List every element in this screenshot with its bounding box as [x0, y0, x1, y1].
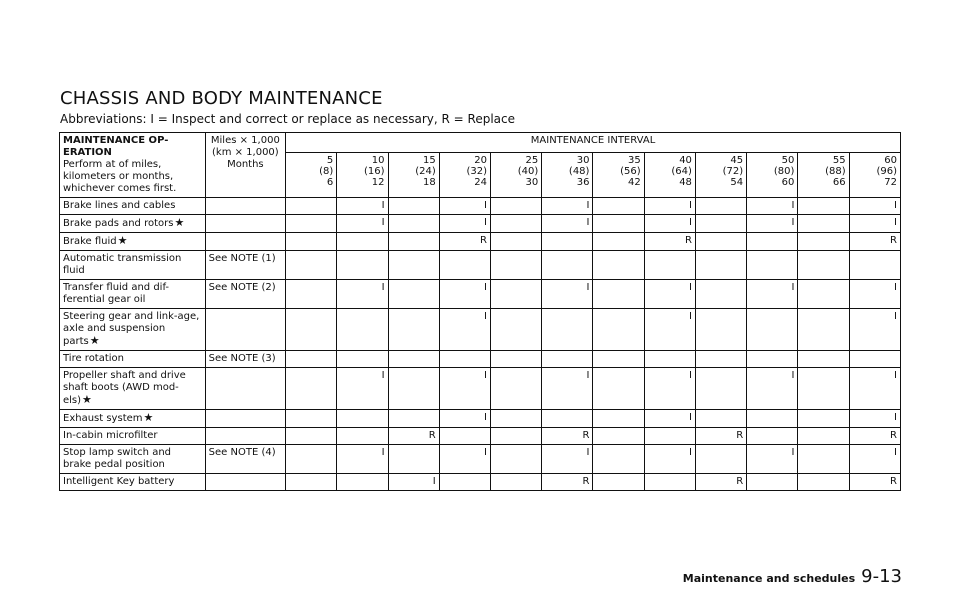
interval-value-cell: [490, 428, 541, 445]
interval-value-cell: [644, 351, 695, 368]
interval-value-cell: I: [644, 445, 695, 474]
interval-value-cell: [388, 215, 439, 233]
interval-value-cell: I: [439, 215, 490, 233]
interval-value-cell: [747, 474, 798, 491]
interval-value-cell: [286, 428, 337, 445]
star-icon: ★: [89, 334, 100, 347]
interval-value-cell: [593, 428, 644, 445]
interval-value-cell: [388, 280, 439, 309]
interval-value-cell: [286, 251, 337, 280]
interval-value-cell: [542, 309, 593, 351]
miles-header-line: Months: [227, 159, 264, 170]
operation-name: Automatic transmission fluid: [63, 253, 182, 276]
interval-value-cell: I: [849, 198, 900, 215]
note-cell: [205, 233, 285, 251]
note-cell: [205, 428, 285, 445]
interval-value-cell: [849, 251, 900, 280]
note-cell: [205, 474, 285, 491]
interval-miles: 30: [576, 155, 590, 167]
note-cell: See NOTE (4): [205, 445, 285, 474]
interval-value-cell: I: [644, 368, 695, 410]
operation-cell: [60, 410, 206, 428]
interval-value-cell: [798, 368, 849, 410]
note-cell: See NOTE (1): [205, 251, 285, 280]
interval-value-cell: I: [439, 309, 490, 351]
interval-value-cell: R: [644, 233, 695, 251]
interval-cell: [439, 153, 490, 198]
interval-miles: 5: [326, 155, 334, 167]
interval-value-cell: [542, 351, 593, 368]
interval-value-cell: [542, 251, 593, 280]
interval-miles: 45: [730, 155, 744, 167]
interval-value-cell: [388, 445, 439, 474]
interval-miles: 25: [525, 155, 539, 167]
interval-value-cell: [337, 233, 388, 251]
operation-cell: [60, 215, 206, 233]
interval-cell: [747, 153, 798, 198]
interval-value-cell: I: [849, 410, 900, 428]
interval-value-cell: I: [747, 198, 798, 215]
interval-value-cell: [388, 410, 439, 428]
interval-miles: 10: [371, 155, 385, 167]
interval-value-cell: [695, 280, 746, 309]
interval-value-cell: [286, 233, 337, 251]
interval-value-cell: I: [337, 198, 388, 215]
interval-km: (40): [517, 166, 539, 178]
interval-value-cell: [490, 474, 541, 491]
interval-cell: [798, 153, 849, 198]
operation-cell: [60, 233, 206, 251]
interval-value-cell: [439, 251, 490, 280]
operation-name: Brake pads and rotors: [63, 218, 174, 229]
interval-value-cell: I: [849, 309, 900, 351]
operation-header-title: MAINTENANCE OP-ERATION: [63, 135, 169, 158]
interval-value-cell: [593, 251, 644, 280]
interval-value-cell: I: [644, 280, 695, 309]
interval-km: (96): [876, 166, 897, 178]
interval-months: 36: [576, 177, 590, 189]
interval-value-cell: [388, 251, 439, 280]
interval-value-cell: [286, 474, 337, 491]
interval-value-cell: [747, 251, 798, 280]
interval-months: 48: [679, 177, 692, 189]
interval-value-cell: R: [849, 474, 900, 491]
table-row: [60, 198, 901, 215]
operation-cell: [60, 309, 206, 351]
interval-value-cell: [388, 233, 439, 251]
table-row: [60, 445, 901, 474]
interval-value-cell: I: [644, 198, 695, 215]
interval-cell: [849, 153, 900, 198]
interval-cell: [490, 153, 541, 198]
interval-km: (88): [825, 166, 846, 178]
table-row: [60, 474, 901, 491]
operation-name: Propeller shaft and drive shaft boots (AWD mod-els): [63, 370, 186, 406]
interval-value-cell: [747, 309, 798, 351]
interval-value-cell: I: [849, 368, 900, 410]
interval-value-cell: [695, 368, 746, 410]
interval-value-cell: [490, 251, 541, 280]
interval-months: 18: [423, 177, 436, 189]
interval-km: (56): [620, 166, 641, 178]
interval-km: (72): [722, 166, 744, 178]
interval-value-cell: [747, 428, 798, 445]
table-row: [60, 309, 901, 351]
page-title: CHASSIS AND BODY MAINTENANCE: [60, 88, 383, 109]
interval-value-cell: [644, 474, 695, 491]
interval-value-cell: [337, 410, 388, 428]
interval-value-cell: R: [695, 474, 746, 491]
interval-value-cell: [798, 445, 849, 474]
operation-name: In-cabin microfilter: [63, 430, 158, 441]
note-cell: [205, 309, 285, 351]
operation-name: Steering gear and link-age, axle and suspension parts: [63, 311, 200, 347]
operation-cell: [60, 251, 206, 280]
interval-km: (80): [773, 166, 795, 178]
interval-value-cell: [337, 309, 388, 351]
interval-miles: 15: [423, 155, 436, 167]
interval-value-cell: I: [747, 368, 798, 410]
interval-value-cell: [490, 215, 541, 233]
interval-cell: [695, 153, 746, 198]
interval-value-cell: [286, 309, 337, 351]
interval-value-cell: [695, 233, 746, 251]
interval-value-cell: [798, 474, 849, 491]
interval-miles: 40: [679, 155, 692, 167]
interval-value-cell: I: [337, 445, 388, 474]
interval-value-cell: [798, 251, 849, 280]
interval-value-cell: [337, 474, 388, 491]
interval-value-cell: I: [337, 368, 388, 410]
interval-months: 12: [371, 177, 385, 189]
interval-miles: 55: [832, 155, 846, 167]
operation-name: Exhaust system: [63, 413, 143, 424]
abbreviations-line: Abbreviations: I = Inspect and correct or replace as necessary, R = Replace: [60, 112, 515, 126]
interval-value-cell: [337, 251, 388, 280]
interval-value-cell: R: [542, 474, 593, 491]
interval-value-cell: [695, 309, 746, 351]
interval-value-cell: [593, 198, 644, 215]
star-icon: ★: [174, 216, 185, 229]
footer-section-name: Maintenance and schedules: [682, 572, 856, 585]
interval-value-cell: [490, 280, 541, 309]
interval-value-cell: I: [747, 280, 798, 309]
interval-value-cell: [286, 410, 337, 428]
interval-value-cell: [388, 309, 439, 351]
interval-km: (64): [671, 166, 692, 178]
interval-value-cell: I: [439, 280, 490, 309]
interval-value-cell: [798, 351, 849, 368]
interval-value-cell: [644, 251, 695, 280]
interval-value-cell: [798, 309, 849, 351]
interval-months: 42: [627, 177, 641, 189]
table-row: [60, 251, 901, 280]
interval-value-cell: [490, 233, 541, 251]
interval-value-cell: [798, 280, 849, 309]
interval-value-cell: [490, 368, 541, 410]
interval-months: 60: [781, 177, 795, 189]
interval-km: (24): [415, 166, 436, 178]
operation-cell: [60, 368, 206, 410]
interval-value-cell: R: [388, 428, 439, 445]
interval-value-cell: I: [542, 215, 593, 233]
operation-cell: [60, 198, 206, 215]
note-cell: [205, 410, 285, 428]
operation-cell: [60, 428, 206, 445]
interval-value-cell: I: [337, 215, 388, 233]
table-row: [60, 428, 901, 445]
note-cell: See NOTE (2): [205, 280, 285, 309]
interval-cell: [593, 153, 644, 198]
maintenance-operation-header: [60, 133, 206, 198]
operation-name: Stop lamp switch and brake pedal position: [63, 447, 172, 470]
interval-value-cell: I: [747, 215, 798, 233]
interval-value-cell: [593, 368, 644, 410]
interval-value-cell: [286, 368, 337, 410]
interval-value-cell: [286, 215, 337, 233]
interval-value-cell: I: [439, 445, 490, 474]
interval-value-cell: [695, 215, 746, 233]
table-row: [60, 280, 901, 309]
interval-km: (8): [319, 166, 334, 178]
interval-value-cell: [490, 309, 541, 351]
interval-km: (32): [466, 166, 487, 178]
interval-value-cell: I: [542, 445, 593, 474]
star-icon: ★: [117, 234, 128, 247]
interval-value-cell: [798, 198, 849, 215]
interval-value-cell: I: [439, 368, 490, 410]
interval-cell: [644, 153, 695, 198]
header-row: [60, 133, 901, 153]
interval-value-cell: R: [849, 233, 900, 251]
interval-value-cell: [388, 351, 439, 368]
interval-cell: [337, 153, 388, 198]
interval-value-cell: I: [747, 445, 798, 474]
interval-value-cell: R: [849, 428, 900, 445]
interval-value-cell: [593, 351, 644, 368]
interval-value-cell: [286, 198, 337, 215]
table-row: [60, 368, 901, 410]
interval-miles: 35: [627, 155, 641, 167]
interval-value-cell: [490, 445, 541, 474]
interval-value-cell: [337, 428, 388, 445]
interval-value-cell: [593, 474, 644, 491]
maintenance-interval-header: MAINTENANCE INTERVAL: [286, 133, 901, 153]
interval-value-cell: [388, 198, 439, 215]
interval-value-cell: [490, 198, 541, 215]
interval-value-cell: [849, 351, 900, 368]
interval-miles: 50: [781, 155, 795, 167]
operation-cell: [60, 474, 206, 491]
interval-value-cell: R: [439, 233, 490, 251]
interval-value-cell: I: [542, 368, 593, 410]
interval-value-cell: I: [644, 215, 695, 233]
miles-km-months-header: [205, 133, 285, 198]
interval-value-cell: [286, 280, 337, 309]
star-icon: ★: [82, 393, 92, 406]
interval-value-cell: [286, 351, 337, 368]
interval-value-cell: [439, 474, 490, 491]
interval-value-cell: [695, 410, 746, 428]
note-cell: [205, 368, 285, 410]
interval-value-cell: [644, 428, 695, 445]
interval-value-cell: [695, 251, 746, 280]
note-cell: See NOTE (3): [205, 351, 285, 368]
operation-cell: [60, 351, 206, 368]
interval-value-cell: [388, 368, 439, 410]
interval-value-cell: [490, 351, 541, 368]
operation-name: Brake lines and cables: [63, 200, 176, 211]
table-row: [60, 215, 901, 233]
operation-name: Transfer fluid and dif-ferential gear oil: [63, 282, 170, 305]
interval-value-cell: I: [644, 309, 695, 351]
interval-km: (16): [363, 166, 385, 178]
interval-value-cell: [747, 351, 798, 368]
interval-value-cell: [593, 309, 644, 351]
table-row: [60, 233, 901, 251]
interval-value-cell: R: [542, 428, 593, 445]
interval-months: 6: [326, 177, 334, 189]
interval-value-cell: I: [337, 280, 388, 309]
interval-value-cell: I: [542, 198, 593, 215]
interval-value-cell: I: [542, 280, 593, 309]
star-icon: ★: [143, 411, 154, 424]
interval-value-cell: I: [439, 410, 490, 428]
operation-cell: [60, 280, 206, 309]
interval-value-cell: [798, 215, 849, 233]
interval-value-cell: R: [695, 428, 746, 445]
maintenance-table: [59, 132, 901, 491]
operation-cell: [60, 445, 206, 474]
interval-value-cell: [593, 215, 644, 233]
page-footer: [683, 566, 902, 587]
interval-value-cell: [798, 410, 849, 428]
interval-value-cell: [798, 233, 849, 251]
operation-name: Intelligent Key battery: [63, 476, 175, 487]
interval-cell: [542, 153, 593, 198]
interval-cell: [286, 153, 337, 198]
operation-header-text: Perform at of miles, kilometers or months, whichever comes first.: [63, 159, 177, 194]
interval-value-cell: [542, 233, 593, 251]
interval-value-cell: I: [388, 474, 439, 491]
interval-value-cell: [695, 198, 746, 215]
interval-value-cell: [593, 280, 644, 309]
interval-value-cell: I: [644, 410, 695, 428]
interval-miles: 60: [884, 155, 897, 167]
interval-value-cell: [593, 410, 644, 428]
interval-value-cell: [439, 428, 490, 445]
note-cell: [205, 198, 285, 215]
operation-name: Brake fluid: [63, 236, 117, 247]
table-row: [60, 410, 901, 428]
interval-value-cell: [542, 410, 593, 428]
miles-header-line: (km × 1,000): [212, 147, 279, 158]
interval-value-cell: I: [439, 198, 490, 215]
interval-months: 66: [832, 177, 846, 189]
interval-km: (48): [568, 166, 590, 178]
interval-value-cell: I: [849, 215, 900, 233]
interval-value-cell: [747, 410, 798, 428]
note-cell: [205, 215, 285, 233]
interval-value-cell: [286, 445, 337, 474]
interval-months: 54: [730, 177, 744, 189]
interval-months: 72: [884, 177, 897, 189]
interval-value-cell: [337, 351, 388, 368]
interval-months: 24: [474, 177, 487, 189]
table-row: [60, 351, 901, 368]
interval-value-cell: [747, 233, 798, 251]
interval-cell: [388, 153, 439, 198]
interval-value-cell: [798, 428, 849, 445]
interval-value-cell: [695, 351, 746, 368]
interval-months: 30: [525, 177, 539, 189]
interval-value-cell: I: [849, 445, 900, 474]
interval-value-cell: [695, 445, 746, 474]
interval-miles: 20: [474, 155, 487, 167]
operation-name: Tire rotation: [63, 353, 125, 364]
interval-value-cell: [593, 233, 644, 251]
interval-value-cell: [593, 445, 644, 474]
interval-value-cell: I: [849, 280, 900, 309]
interval-value-cell: [439, 351, 490, 368]
page-number: 9-13: [861, 566, 902, 587]
miles-header-line: Miles × 1,000: [210, 135, 280, 146]
interval-value-cell: [490, 410, 541, 428]
